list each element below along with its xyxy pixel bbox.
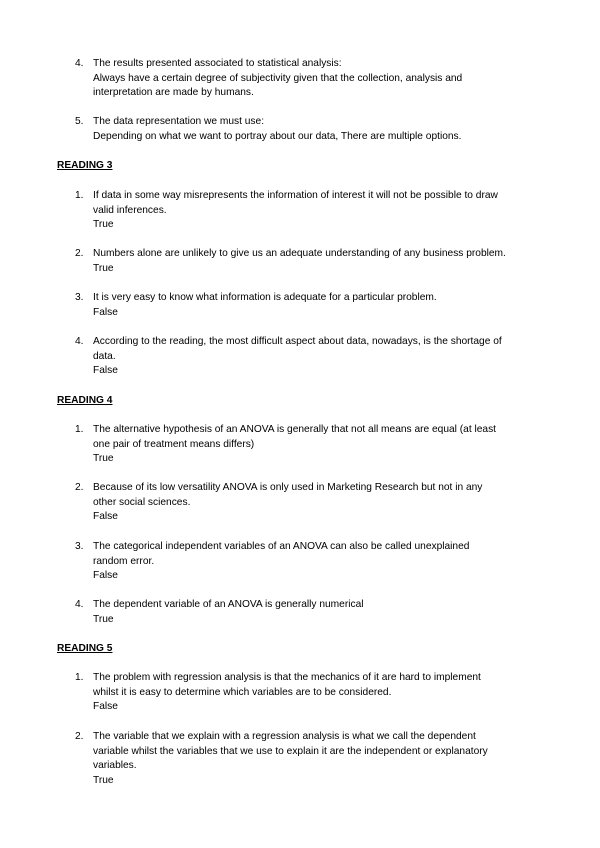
answer-text: Depending on what we want to portray about our data, There are multiple options. — [93, 130, 462, 142]
question-text: Numbers alone are unlikely to give us an adequate understanding of any business problem. — [93, 248, 506, 259]
question-text: data. — [93, 350, 116, 362]
question-text: According to the reading, the most difficult aspect about data, nowadays, is the shortage of — [93, 336, 502, 347]
section-heading-reading-5: READING 5 — [57, 643, 113, 654]
question-text: variable whilst the variables that we use to explain it are the independent or explanatory — [93, 745, 488, 757]
question-number: 4. — [75, 336, 84, 347]
question-item — [75, 291, 550, 320]
question-text: random error. — [93, 555, 155, 567]
question-number: 4. — [75, 599, 84, 610]
question-number: 2. — [75, 731, 84, 742]
section-heading-reading-3: READING 3 — [57, 160, 113, 171]
question-body — [93, 335, 550, 379]
question-body — [93, 481, 550, 525]
question-text: The alternative hypothesis of an ANOVA is generally that not all means are equal (at least — [93, 424, 497, 435]
answer-text: False — [93, 570, 118, 582]
question-item — [75, 189, 550, 233]
answer-text: Always have a certain degree of subjectivity given that the collection, analysis and — [93, 72, 463, 84]
question-text: other social sciences. — [93, 496, 191, 508]
question-number: 3. — [75, 292, 84, 303]
question-number: 1. — [75, 672, 84, 683]
question-item — [75, 598, 550, 627]
question-item — [75, 115, 550, 144]
section-heading-reading-4: READING 4 — [57, 395, 113, 406]
question-text: The dependent variable of an ANOVA is generally numerical — [93, 599, 364, 610]
answer-text: False — [93, 306, 118, 318]
answer-text: True — [93, 219, 114, 231]
question-text: variables. — [93, 760, 137, 772]
question-text: The problem with regression analysis is that the mechanics of it are hard to implement — [93, 672, 481, 683]
question-body — [93, 671, 550, 715]
question-number: 1. — [75, 424, 84, 435]
question-body — [93, 57, 550, 101]
question-body — [93, 189, 550, 233]
question-body — [93, 115, 550, 144]
question-number: 3. — [75, 541, 84, 552]
question-item — [75, 481, 550, 525]
question-number: 2. — [75, 248, 84, 259]
question-text: The results presented associated to statistical analysis: — [93, 58, 342, 69]
question-number: 1. — [75, 190, 84, 201]
question-text: whilst it is easy to determine which variables are to be considered. — [93, 686, 392, 698]
question-item — [75, 540, 550, 584]
question-item — [75, 335, 550, 379]
question-item — [75, 57, 550, 101]
question-text: The categorical independent variables of an ANOVA can also be called unexplained — [93, 541, 470, 552]
question-item — [75, 247, 550, 276]
question-body — [93, 730, 550, 788]
question-item — [75, 730, 550, 788]
answer-text: interpretation are made by humans. — [93, 87, 254, 99]
answer-text: True — [93, 453, 114, 465]
question-text: valid inferences. — [93, 204, 167, 216]
answer-text: False — [93, 701, 118, 713]
question-number: 4. — [75, 58, 84, 69]
answer-text: False — [93, 511, 118, 523]
question-text: one pair of treatment means differs) — [93, 438, 255, 450]
question-body — [93, 423, 550, 467]
question-body — [93, 540, 550, 584]
question-text: The data representation we must use: — [93, 116, 265, 127]
question-body — [93, 598, 550, 627]
question-text: If data in some way misrepresents the information of interest it will not be possible to draw — [93, 190, 498, 201]
question-number: 5. — [75, 116, 84, 127]
question-number: 2. — [75, 482, 84, 493]
question-item — [75, 423, 550, 467]
question-text: Because of its low versatility ANOVA is only used in Marketing Research but not in any — [93, 482, 483, 493]
question-item — [75, 671, 550, 715]
answer-text: True — [93, 262, 114, 274]
answer-text: True — [93, 613, 114, 625]
question-text: The variable that we explain with a regression analysis is what we call the dependent — [93, 731, 476, 742]
question-body — [93, 291, 550, 320]
question-text: It is very easy to know what information is adequate for a particular problem. — [93, 292, 437, 303]
answer-text: True — [93, 774, 114, 786]
question-body — [93, 247, 550, 276]
answer-text: False — [93, 365, 118, 377]
